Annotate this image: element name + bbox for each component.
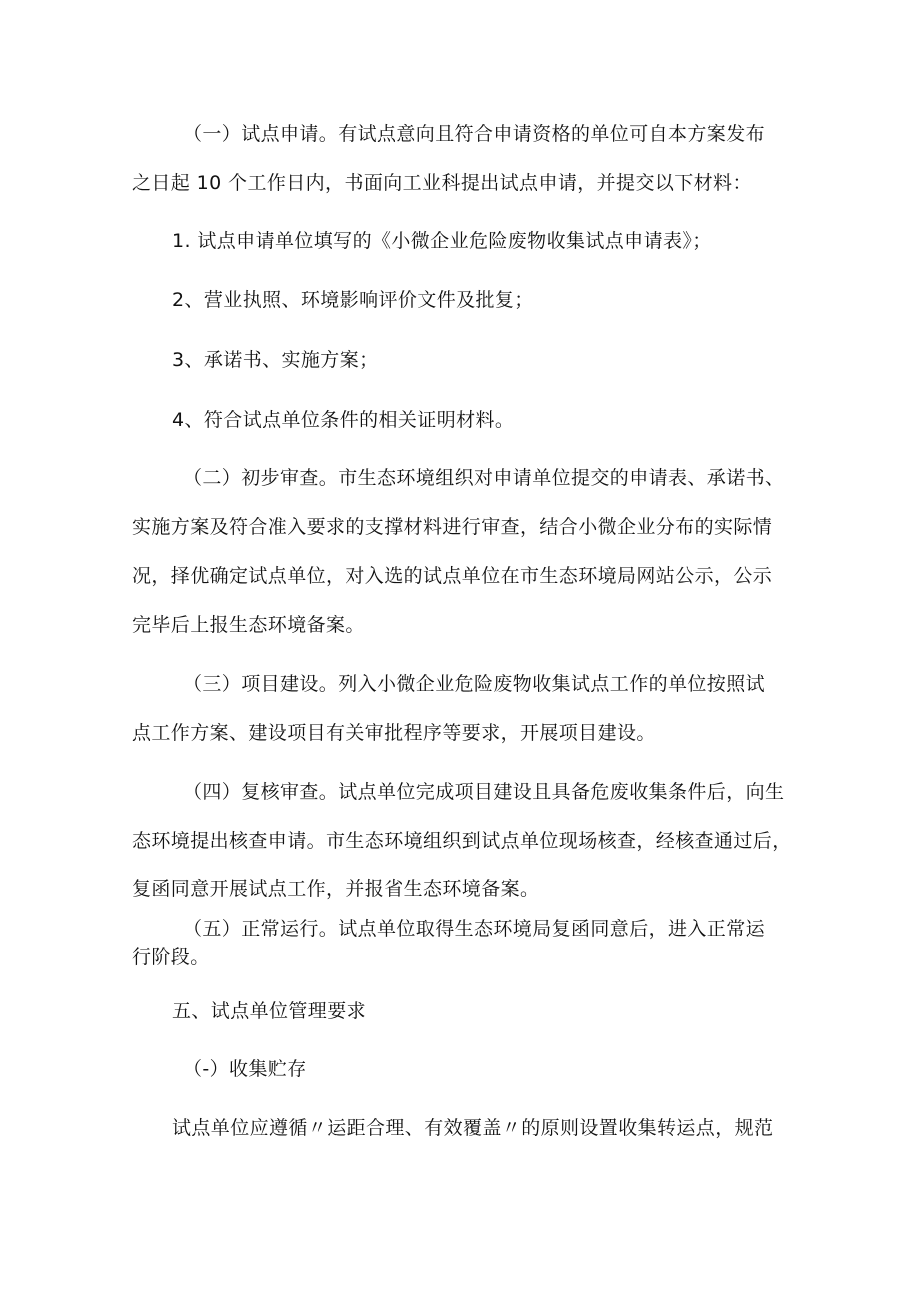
para-1-line-1: （一）试点申请。有试点意向且符合申请资格的单位可自本方案发布	[183, 123, 766, 145]
para-4-line-1: （四）复核审查。试点单位完成项目建设且具备危废收集条件后，向生	[183, 781, 785, 803]
para-2-line-2: 实施方案及符合准入要求的支撑材料进行审查，结合小微企业分布的实际情	[132, 516, 773, 538]
para-3-line-1: （三）项目建设。列入小微企业危险废物收集试点工作的单位按照试	[183, 673, 766, 695]
para-5-line-2: 行阶段。	[132, 946, 210, 968]
para-6-line-1: 试点单位应遵循〃运距合理、有效覆盖〃的原则设置收集转运点，规范	[172, 1117, 774, 1139]
subsection-heading: （-）收集贮存	[183, 1058, 307, 1080]
list-item-2: 2、营业执照、环境影响评价文件及批复；	[172, 289, 534, 311]
para-4-line-3: 复函同意开展试点工作，并报省生态环境备案。	[132, 878, 540, 900]
para-2-line-1: （二）初步审查。市生态环境组织对申请单位提交的申请表、承诺书、	[183, 467, 785, 489]
section-heading: 五、试点单位管理要求	[172, 1000, 367, 1022]
para-1-line-2: 之日起 10 个工作日内，书面向工业科提出试点申请，并提交以下材料：	[132, 172, 752, 194]
para-2-line-3: 况，择优确定试点单位，对入选的试点单位在市生态环境局网站公示，公示	[132, 565, 773, 587]
list-item-3: 3、承诺书、实施方案；	[172, 349, 379, 371]
para-4-line-2: 态环境提出核查申请。市生态环境组织到试点单位现场核查，经核查通过后，	[132, 830, 792, 852]
list-item-4: 4、符合试点单位条件的相关证明材料。	[172, 409, 515, 431]
para-3-line-2: 点工作方案、建设项目有关审批程序等要求，开展项目建设。	[132, 722, 656, 744]
list-item-1: 1. 试点申请单位填写的《小微企业危险废物收集试点申请表》；	[172, 230, 712, 252]
para-2-line-4: 完毕后上报生态环境备案。	[132, 614, 365, 636]
para-5-line-1: （五）正常运行。试点单位取得生态环境局复函同意后，进入正常运	[183, 918, 766, 940]
